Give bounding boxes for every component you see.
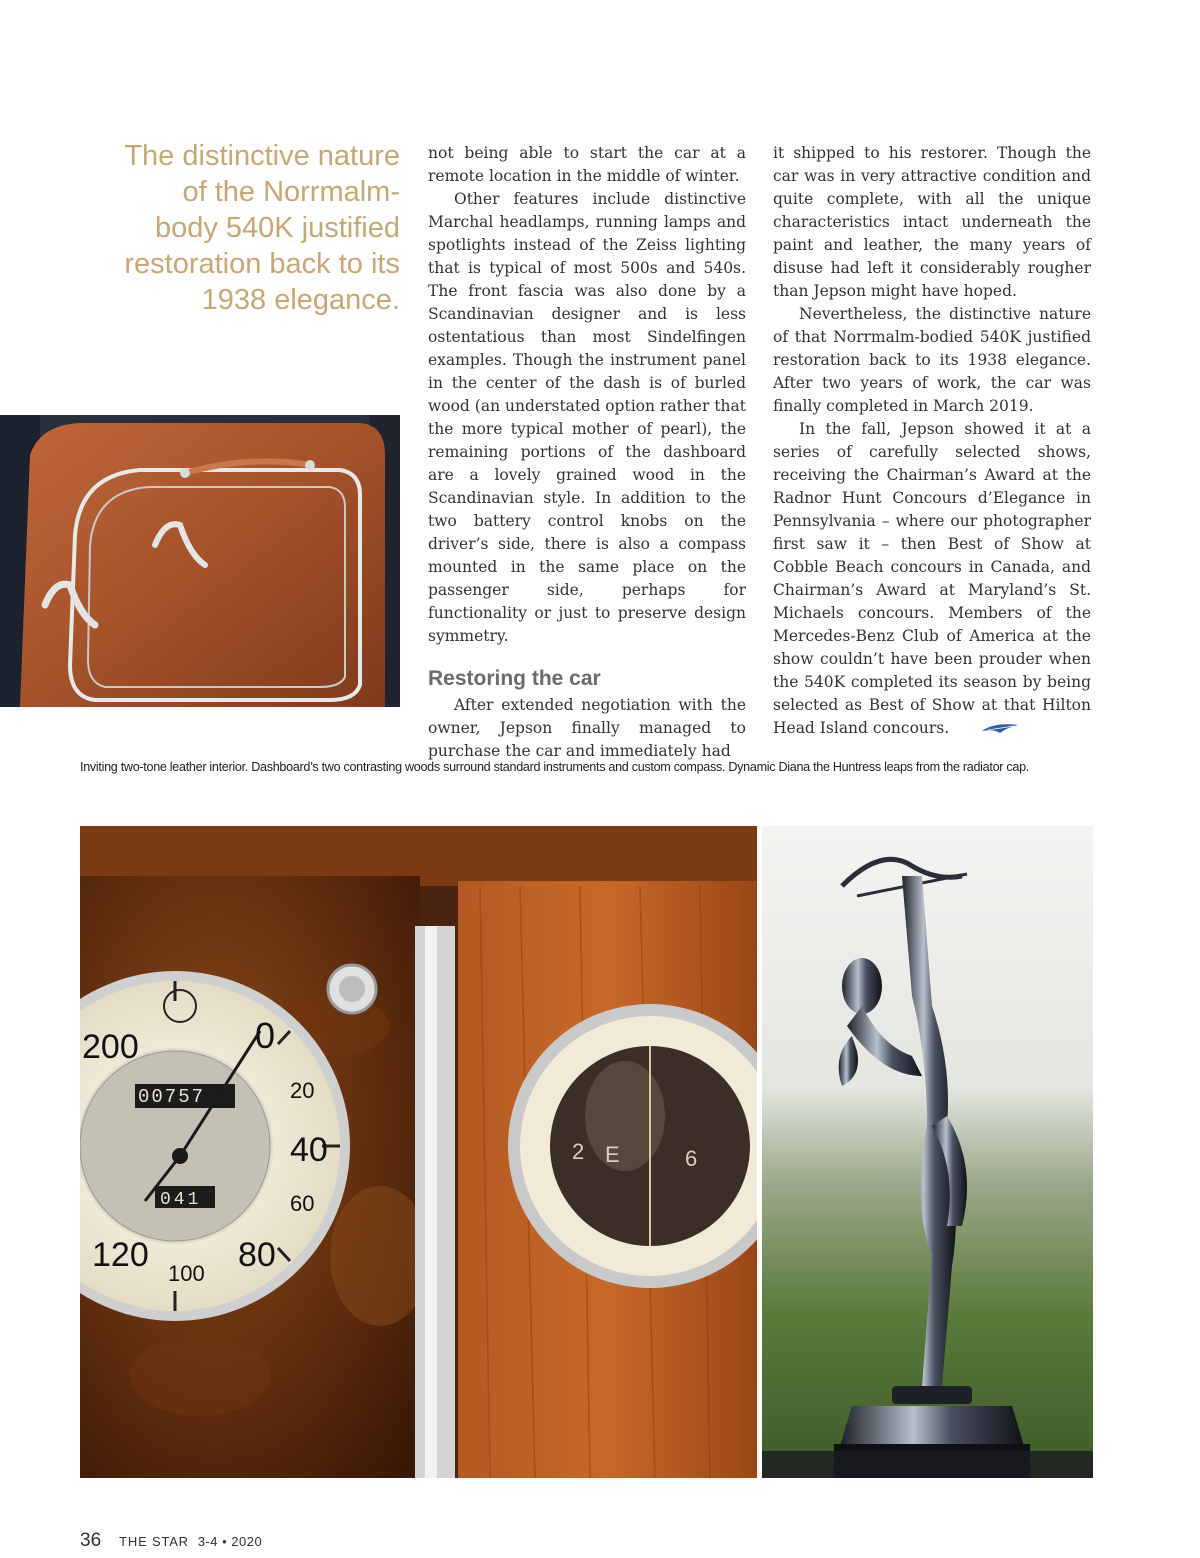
magazine-title <box>119 1534 262 1549</box>
paragraph: After extended negotiation with the owner, Jepson finally managed to purchase the car and immediately had <box>428 696 746 760</box>
magazine-name: THE STAR <box>119 1534 189 1549</box>
compass-label: 6 <box>685 1146 698 1171</box>
paragraph: it shipped to his restorer. Though the car was in very attractive condition and quite complete, with all the unique characteristics intact underneath the paint and leather, the many years of disuse had left it considerably rougher than Jepson might have hoped. <box>773 144 1091 300</box>
pull-quote: The distinctive nature of the Norrmalm-body 540K justified restoration back to its 1938 elegance. <box>124 140 400 316</box>
hood-ornament-photo <box>762 826 1093 1478</box>
article-column-2 <box>773 142 1091 741</box>
gauge-label: 200 <box>82 1028 139 1066</box>
issue-date: 3-4 • 2020 <box>197 1534 263 1549</box>
page-number: 36 <box>80 1530 102 1551</box>
paragraph: Nevertheless, the distinctive nature of that Norrmalm-bodied 540K justified restoration back to its 1938 elegance. After two years of work, the car was finally completed in March 2019. <box>773 305 1091 415</box>
gauge-label: 60 <box>290 1191 315 1216</box>
gauge-label: 20 <box>290 1078 315 1103</box>
gauge-label: 80 <box>238 1236 276 1274</box>
gauge-label: 100 <box>168 1261 205 1286</box>
section-heading: Restoring the car <box>428 667 601 690</box>
gauge-label: 0 <box>255 1015 276 1056</box>
end-mark-icon <box>954 718 1020 741</box>
photo-caption: Inviting two-tone leather interior. Dashboard’s two contrasting woods surround standard instruments and custom compass. Dynamic Diana the Huntress leaps from the radiator cap. <box>80 760 1029 774</box>
paragraph: Other features include distinctive Marchal headlamps, running lamps and spotlights instead of the Zeiss lighting that is typical of most 500s and 540s. The front fascia was also done by a Scandinavian designer and is less ostentatious than most Sindelfingen examples. Though the instrument panel in the center of the dash is of burled wood (an understated option rather that the more typical mother of pearl), the remaining portions of the dashboard are a lovely grained wood in the Scandinavian style. In addition to the two battery control knobs on the driver’s side, there is also a compass mounted in the same place on the passenger side, perhaps for functionality or just to preserve design symmetry. <box>428 190 746 645</box>
trip-readout: 041 <box>160 1190 202 1210</box>
dashboard-photo <box>80 826 757 1478</box>
article-column-1 <box>428 142 746 763</box>
gauge-label: 40 <box>290 1131 328 1169</box>
page-footer <box>80 1530 262 1552</box>
odometer-readout: 00757 <box>138 1086 206 1108</box>
leather-door-photo <box>0 415 400 707</box>
paragraph: not being able to start the car at a remote location in the middle of winter. <box>428 144 746 185</box>
compass-label: E <box>605 1142 620 1167</box>
paragraph <box>773 418 1091 741</box>
compass-label: 2 <box>572 1139 585 1164</box>
paragraph-text: In the fall, Jepson showed it at a series of carefully selected shows, receiving the Chairman’s Award at the Radnor Hunt Concours d’Elegance in Pennsylvania – where our photographer first saw it – then Best of Show at Cobble Beach concours in Canada, and Chairman’s Award at Maryland’s St. Michaels concours. Members of the Mercedes-Benz Club of America at the show couldn’t have been prouder when the 540K completed its season by being selected as Best of Show at that Hilton Head Island concours. <box>773 420 1091 737</box>
gauge-label: 120 <box>92 1236 149 1274</box>
